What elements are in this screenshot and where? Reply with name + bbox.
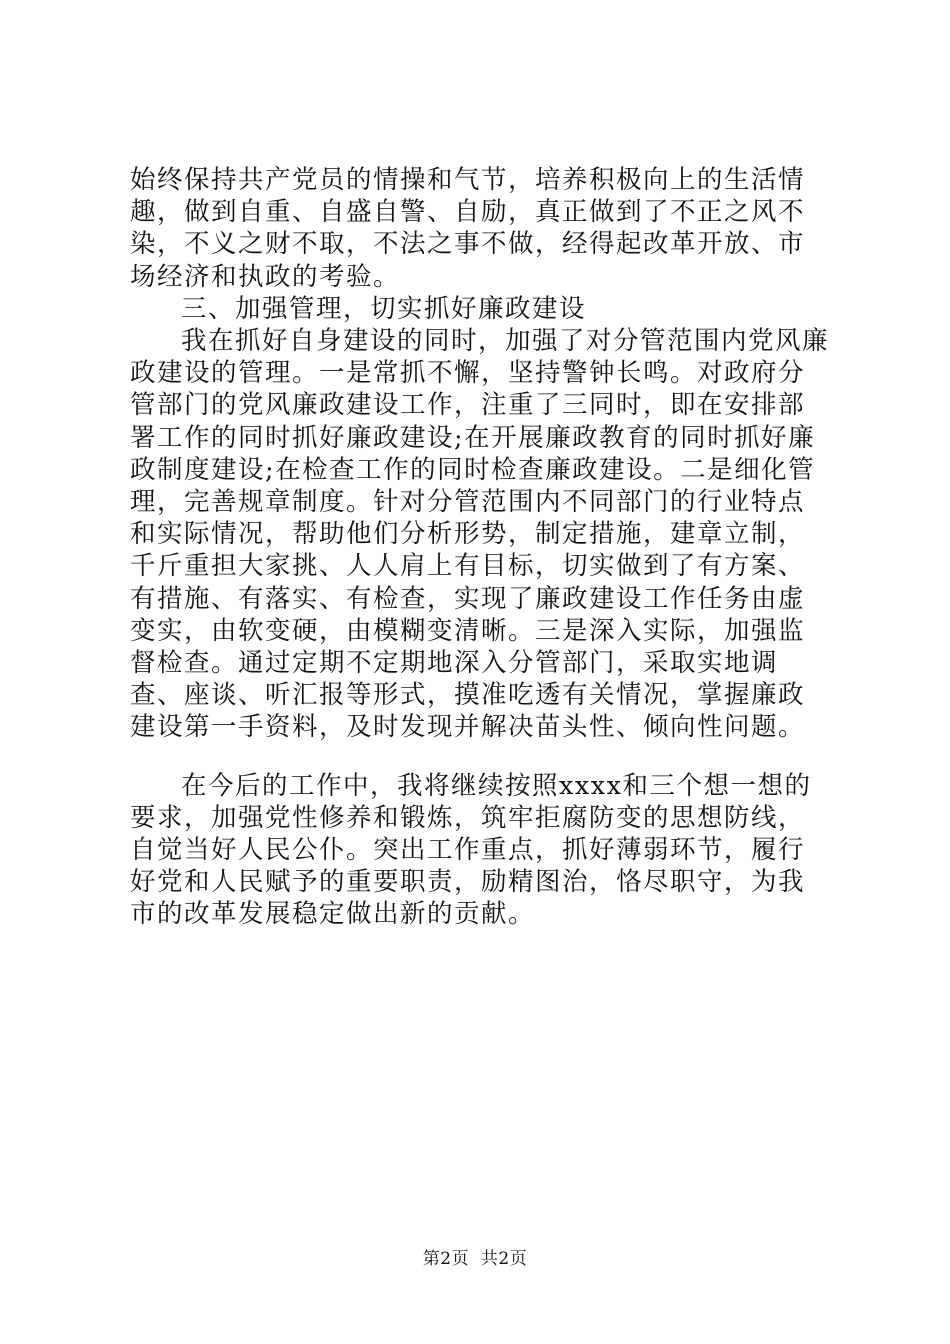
section-heading: 三、加强管理，切实抓好廉政建设 — [181, 293, 587, 324]
paragraph-continued: 始终保持共产党员的情操和气节，培养积极向上的生活情趣，做到自重、自盛自警、自励，真正做到了不正之风不染，不义之财不取，不法之事不做，经得起改革开放、市场经济和执政的考验。 — [130, 165, 806, 292]
page-number: 第2页 共2页 — [422, 1249, 528, 1269]
page-footer — [0, 1244, 950, 1269]
paragraph-gap — [130, 744, 830, 770]
paragraph-conclusion: 在今后的工作中，我将继续按照xxxx和三个想一想的要求，加强党性修养和锻炼，筑牢拒腐防变的思想防线，自觉当好人民公仆。突出工作重点，抓好薄弱环节，履行好党和人民赋予的重要职责，励精图治，恪尽职守，为我市的改革发展稳定做出新的贡献。 — [130, 770, 812, 930]
paragraph-management: 我在抓好自身建设的同时，加强了对分管范围内党风廉政建设的管理。一是常抓不懈，坚持警钟长鸣。对政府分管部门的党风廉政建设工作，注重了三同时，即在安排部署工作的同时抓好廉政建设;在开展廉政教育的同时抓好廉政制度建设;在检查工作的同时检查廉政建设。二是细化管理，完善规章制度。针对分管范围内不同部门的行业特点和实际情况，帮助他们分析形势，制定措施，建章立制，千斤重担大家挑、人人肩上有目标，切实做到了有方案、有措施、有落实、有检查，实现了廉政建设工作任务由虚变实，由软变硬，由模糊变清晰。三是深入实际，加强监督检查。通过定期不定期地深入分管部门，采取实地调查、座谈、听汇报等形式，摸准吃透有关情况，掌握廉政建设第一手资料，及时发现并解决苗头性、倾向性问题。 — [130, 326, 830, 743]
document-body — [130, 164, 830, 931]
